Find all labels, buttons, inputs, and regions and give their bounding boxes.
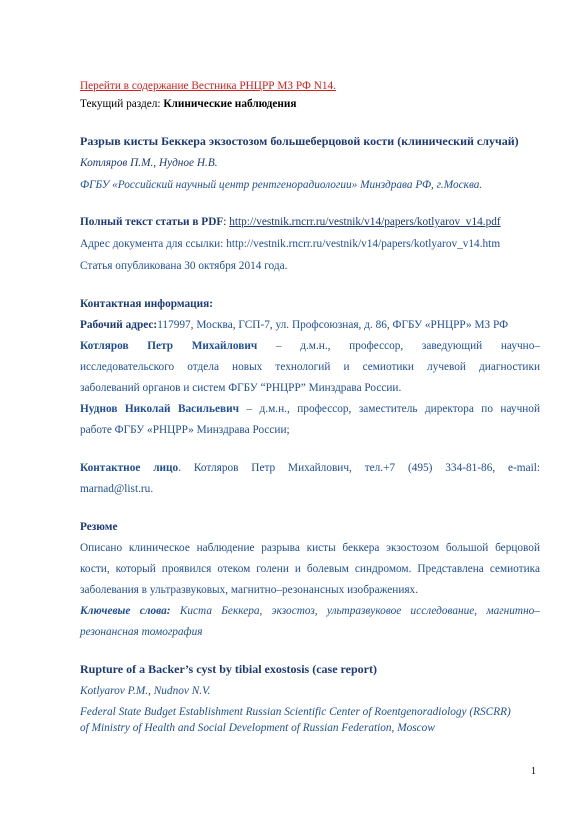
article-title-en: Rupture of a Backer’s cyst by tibial exostosis (case report) (80, 662, 377, 676)
work-address-line (80, 318, 540, 332)
pdf-link[interactable]: http://vestnik.rncrr.ru/vestnik/v14/papers/kotlyarov_v14.pdf (229, 216, 501, 228)
contact-email: marnad@list.ru. (80, 483, 154, 495)
summary-line2: кости, который проявился отеком голени и болевым синдромом. Представлена семиотика (80, 563, 540, 575)
person2-name: Нуднов Николай Васильевич (80, 403, 239, 415)
work-address-label: Рабочий адрес: (80, 319, 158, 331)
person1-line2: исследовательского отдела новых технологий и семиотики лучевой диагностики (80, 361, 540, 373)
article-title-ru: Разрыв кисты Беккера экзостозом большеберцовой кости (клинический случай) (80, 134, 519, 148)
summary-heading: Резюме (80, 521, 118, 533)
person1-name: Котляров Петр Михайлович (80, 340, 258, 352)
contact-person-label: Контактное лицо (80, 462, 179, 474)
person1-line1 (80, 339, 540, 353)
summary-line1: Описано клиническое наблюдение разрыва кисты беккера экзостозом большой берцовой (80, 542, 540, 554)
page-number: 1 (531, 766, 536, 777)
contact-person-line1 (80, 461, 540, 475)
fulltext-colon: : (223, 216, 230, 228)
person2-desc1: – д.м.н., профессор, заместитель директора по научной (239, 403, 540, 415)
authors-en: Kotlyarov P.M., Nudnov N.V. (80, 685, 211, 697)
work-address: 117997, Москва, ГСП-7, ул. Профсоюзная, д. 86, ФГБУ «РНЦРР» МЗ РФ (157, 319, 509, 331)
person1-desc1: – д.м.н., профессор, заведующий научно– (257, 340, 540, 352)
keywords-text: Киста Беккера, экзостоз, ультразвуковое исследование, магнитно– (170, 605, 540, 617)
keywords-line1 (80, 604, 540, 618)
fulltext-label: Полный текст статьи в PDF (80, 216, 224, 228)
contacts-heading: Контактная информация: (80, 298, 214, 310)
person2-line2: работе ФГБУ «РНЦРР» Минздрава России; (80, 424, 290, 436)
person1-line3: заболеваний органов и систем ФГБУ “РНЦРР” Минздрава России. (80, 382, 402, 394)
affiliation-ru: ФГБУ «Российский научный центр рентгенорадиологии» Минздрава РФ, г.Москва. (80, 179, 483, 191)
toc-link[interactable]: Перейти в содержание Вестника РНЦРР МЗ РФ N14. (80, 80, 337, 92)
contact-person-details: . Котляров Петр Михайлович, тел.+7 (495) 334-81-86, e-mail: (178, 462, 540, 474)
published-date: Статья опубликована 30 октября 2014 года. (80, 260, 288, 272)
authors-ru: Котляров П.М., Нудное Н.В. (80, 157, 218, 169)
current-section (80, 97, 540, 111)
keywords-label: Ключевые слова: (80, 605, 171, 617)
person2-line1 (80, 402, 540, 416)
section-name: Клинические наблюдения (163, 98, 297, 110)
summary-line3: заболевания в ультразвуковых, магнитно–резонансных изображениях. (80, 584, 419, 596)
document-address: Адрес документа для ссылки: http://vestnik.rncrr.ru/vestnik/v14/papers/kotlyarov_v14.htm (80, 238, 501, 250)
section-prefix: Текущий раздел: (80, 98, 164, 110)
affiliation-en-line1: Federal State Budget Establishment Russian Scientific Center of Roentgenoradiology (RSCRR) (80, 706, 511, 718)
fulltext-line (80, 215, 540, 229)
keywords-line2: резонансная томография (80, 626, 203, 638)
affiliation-en-line2: of Ministry of Health and Social Development of Russian Federation, Moscow (80, 722, 435, 734)
